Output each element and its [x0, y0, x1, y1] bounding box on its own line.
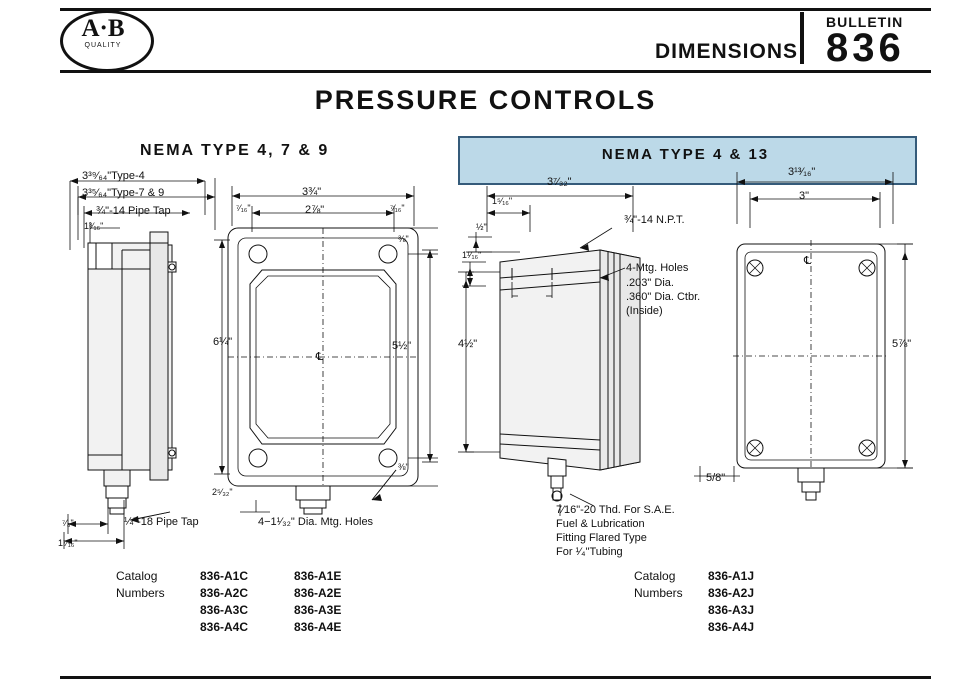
catalog-left-col2-row4: 836-A4E [294, 620, 342, 634]
note-right-1: 7⁄16"-20 Thd. For S.A.E. [556, 504, 675, 516]
dim-right-7: 1¹⁄₁₆" [462, 250, 482, 260]
dim-left-4: 1³⁄₁₆" [84, 221, 104, 231]
section-heading-left: NEMA TYPE 4, 7 & 9 [140, 142, 330, 159]
catalog-left-col2-row3: 836-A3E [294, 603, 342, 617]
catalog-left-col1-row4: 836-A4C [200, 620, 249, 634]
dim-right-6: ¾"-14 N.P.T. [624, 214, 685, 226]
catalog-left-label-2: Numbers [116, 586, 165, 600]
dim-left-12: ⅜" [398, 462, 409, 472]
catalog-right-label-2: Numbers [634, 586, 683, 600]
dim-right-12: 4½" [458, 338, 478, 350]
dim-left-13: 2⁵⁄₃₂" [212, 487, 233, 497]
bulletin-label: BULLETIN [826, 14, 904, 30]
catalog-right-col1-row1: 836-A1J [708, 569, 755, 583]
catalog-right-col1-row3: 836-A3J [708, 603, 755, 617]
dim-left-7: ⁷⁄₁₆" [236, 203, 251, 213]
dim-left-5: 3¾" [302, 186, 322, 198]
dim-right-13: 5⅞" [892, 338, 912, 350]
dim-right-8: 4-Mtg. Holes [626, 262, 689, 274]
dim-left-6: 2⅞" [305, 204, 325, 216]
note-right-2: Fuel & Lubrication [556, 518, 645, 530]
dim-left-17: 4−1¹⁄₃₂" Dia. Mtg. Holes [258, 516, 374, 528]
dim-left-10: 6¼" [213, 336, 233, 348]
dim-right-11: (Inside) [626, 305, 663, 317]
catalog-right-col1-row2: 836-A2J [708, 586, 755, 600]
catalog-left-col2-row2: 836-A2E [294, 586, 342, 600]
dim-right-1: 3⁷⁄₃₂" [547, 176, 572, 188]
dim-left-8: ⁷⁄₁₆" [390, 203, 405, 213]
dim-right-9: .203" Dia. [626, 277, 674, 289]
page-title: PRESSURE CONTROLS [314, 85, 657, 115]
catalog-left-label-1: Catalog [116, 569, 158, 583]
dim-left-1: 3³⁹⁄₆₄"Type-4 [82, 170, 145, 182]
dim-left-2: 3³⁵⁄₆₄"Type-7 & 9 [82, 187, 165, 199]
dim-left-14: ⁷⁄₈" [62, 518, 74, 528]
dim-right-5: ½" [476, 222, 487, 232]
catalog-right-col1-row4: 836-A4J [708, 620, 755, 634]
dim-left-16: ¼"-18 Pipe Tap [124, 516, 199, 528]
catalog-right-label-1: Catalog [634, 569, 676, 583]
dim-left-9: ⅜" [398, 234, 409, 244]
section-heading-right: NEMA TYPE 4 & 13 [601, 146, 770, 163]
dim-left-3: ¾"-14 Pipe Tap [96, 205, 171, 217]
logo-subtext: QUALITY [84, 42, 122, 49]
dim-right-3: 1⁵⁄₁₆" [492, 196, 513, 206]
dim-right-14: 5/8" [706, 472, 726, 484]
note-right-3: Fitting Flared Type [556, 532, 647, 544]
note-right-4: For ¹⁄₄"Tubing [556, 546, 623, 558]
catalog-left-col1-row1: 836-A1C [200, 569, 249, 583]
dim-left-15: 1⁷⁄₁₆" [58, 538, 78, 548]
bulletin-number: 836 [826, 26, 905, 70]
catalog-left-col2-row1: 836-A1E [294, 569, 342, 583]
dim-right-10: .360" Dia. Ctbr. [626, 291, 701, 303]
centerline-symbol-right: ℄ [804, 255, 812, 267]
footer-rule [60, 676, 931, 679]
catalog-left-col1-row3: 836-A3C [200, 603, 249, 617]
catalog-left-col1-row2: 836-A2C [200, 586, 249, 600]
dimensions-label: DIMENSIONS [655, 40, 799, 63]
dim-left-11: 5½" [392, 340, 412, 352]
dim-right-4: 3" [799, 190, 810, 202]
logo-text: A·B [81, 15, 125, 42]
centerline-symbol-left: ℄ [316, 351, 324, 363]
dim-right-2: 3¹³⁄₁₆" [788, 166, 816, 178]
